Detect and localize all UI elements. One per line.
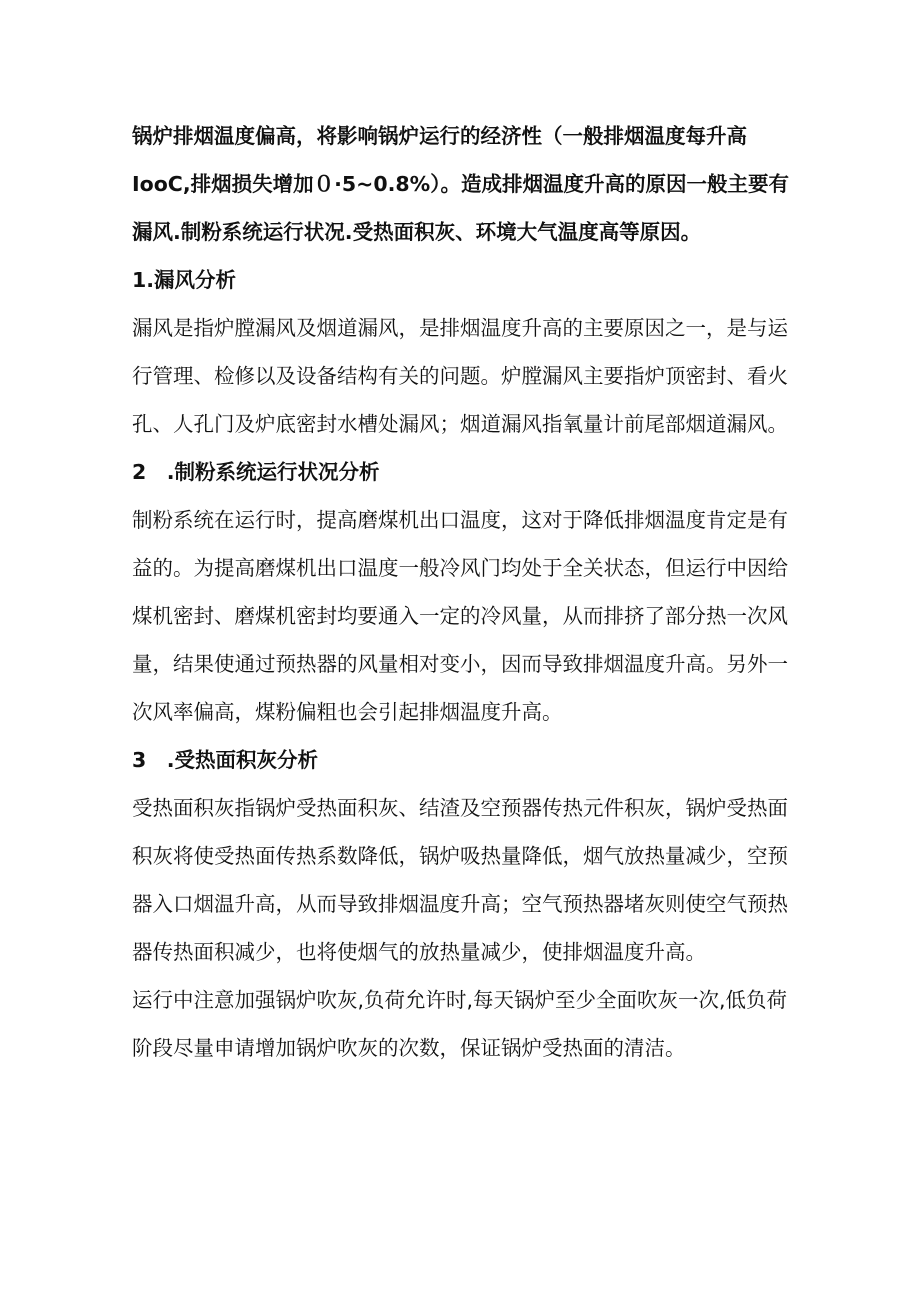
paragraph-line: 积灰将使受热面传热系数降低，锅炉吸热量降低，烟气放热量减少，空预 bbox=[132, 844, 788, 868]
section-heading-ash bbox=[132, 736, 792, 784]
section-heading-pulverizing bbox=[132, 448, 792, 496]
operation-note-paragraph bbox=[132, 976, 792, 1072]
paragraph-line: 孔、人孔门及炉底密封水槽处漏风；烟道漏风指氧量计前尾部烟道漏风。 bbox=[132, 412, 788, 436]
paragraph-line: 制粉系统在运行时，提高磨煤机出口温度，这对于降低排烟温度肯定是有 bbox=[132, 508, 788, 532]
leakage-paragraph bbox=[132, 304, 792, 448]
intro-paragraph bbox=[132, 112, 792, 256]
paragraph-line: 阶段尽量申请增加锅炉吹灰的次数，保证锅炉受热面的清洁。 bbox=[132, 1036, 686, 1060]
paragraph-line: 煤机密封、磨煤机密封均要通入一定的冷风量，从而排挤了部分热一次风 bbox=[132, 604, 788, 628]
pulverizing-paragraph bbox=[132, 496, 792, 736]
section-heading-text: 3 .受热面积灰分析 bbox=[132, 748, 319, 772]
intro-line: IooC,排烟损失增加０·5~0.8%）。造成排烟温度升高的原因一般主要有 bbox=[132, 172, 789, 196]
paragraph-line: 量，结果使通过预热器的风量相对变小，因而导致排烟温度升高。另外一 bbox=[132, 652, 788, 676]
paragraph-line: 漏风是指炉膛漏风及烟道漏风，是排烟温度升高的主要原因之一，是与运 bbox=[132, 316, 788, 340]
paragraph-line: 受热面积灰指锅炉受热面积灰、结渣及空预器传热元件积灰，锅炉受热面 bbox=[132, 796, 788, 820]
paragraph-line: 益的。为提高磨煤机出口温度一般冷风门均处于全关状态，但运行中因给 bbox=[132, 556, 788, 580]
paragraph-line: 次风率偏高，煤粉偏粗也会引起排烟温度升高。 bbox=[132, 700, 563, 724]
paragraph-line: 器入口烟温升高，从而导致排烟温度升高；空气预热器堵灰则使空气预热 bbox=[132, 892, 788, 916]
paragraph-line: 行管理、检修以及设备结构有关的问题。炉膛漏风主要指炉顶密封、看火 bbox=[132, 364, 788, 388]
section-heading-leakage bbox=[132, 256, 792, 304]
ash-paragraph bbox=[132, 784, 792, 976]
section-heading-text: 1.漏风分析 bbox=[132, 268, 237, 292]
paragraph-line: 器传热面积减少，也将使烟气的放热量减少，使排烟温度升高。 bbox=[132, 940, 706, 964]
intro-line: 锅炉排烟温度偏高，将影响锅炉运行的经济性（一般排烟温度每升高 bbox=[132, 124, 747, 148]
intro-line: 漏风.制粉系统运行状况.受热面积灰、环境大气温度高等原因。 bbox=[132, 220, 702, 244]
section-heading-text: 2 .制粉系统运行状况分析 bbox=[132, 460, 380, 484]
paragraph-line: 运行中注意加强锅炉吹灰,负荷允许时,每天锅炉至少全面吹灰一次,低负荷 bbox=[132, 988, 788, 1012]
